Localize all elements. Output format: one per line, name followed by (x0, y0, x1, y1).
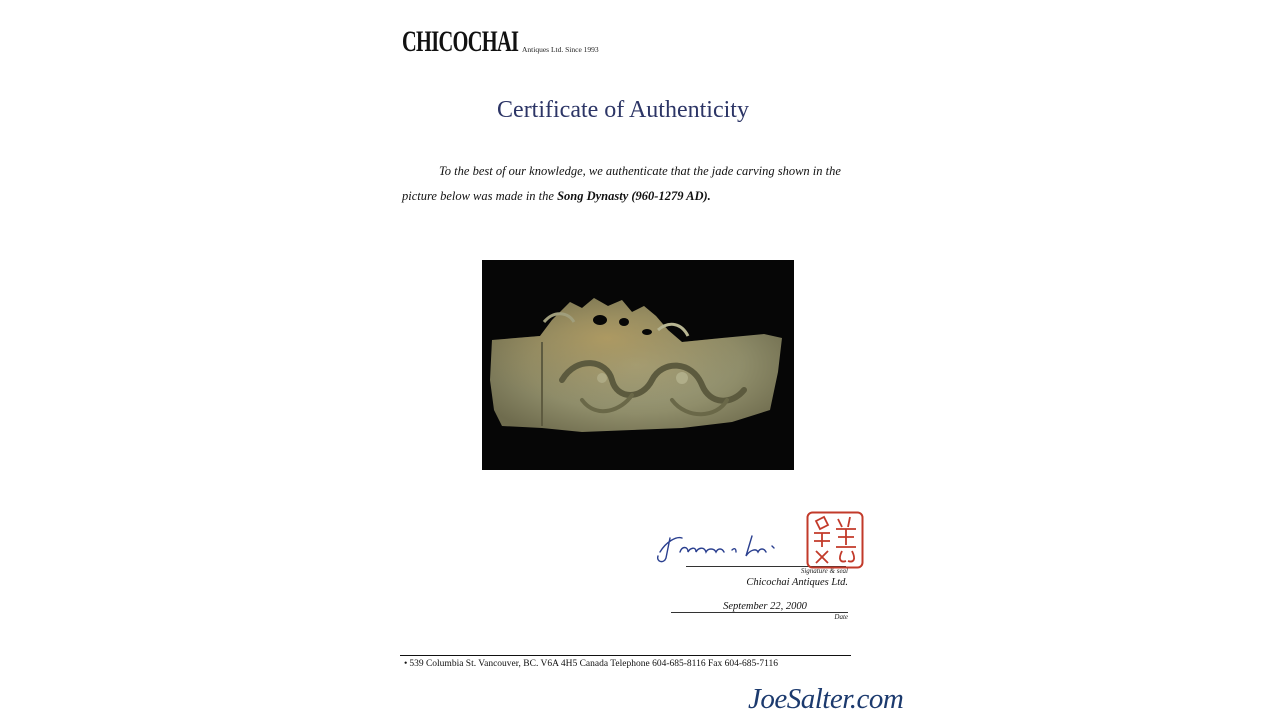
jade-carving-photo (482, 260, 794, 470)
footer-address (404, 659, 854, 669)
letterhead-name: CHICOCHAI (402, 25, 519, 58)
date-caption: Date (834, 613, 848, 621)
signature-icon (652, 524, 782, 566)
company-name: Chicochai Antiques Ltd. (746, 577, 848, 588)
authentication-statement (402, 159, 850, 209)
seal-stamp-icon (806, 511, 864, 569)
footer-bullet: • (404, 659, 408, 669)
letterhead-tagline: Antiques Ltd. Since 1993 (522, 45, 599, 54)
letterhead-logo (402, 24, 599, 56)
statement-text: To the best of our knowledge, we authenticate that the jade carving shown in the picture below was made in the (402, 164, 841, 203)
footer-divider (400, 655, 851, 656)
footer-address-text: 539 Columbia St. Vancouver, BC. V6A 4H5 Canada Telephone 604-685-8116 Fax 604-685-7116 (409, 659, 779, 669)
jade-carving-icon (482, 260, 794, 470)
signature-caption: Signature & seal (800, 567, 848, 575)
certificate-date: September 22, 2000 (710, 601, 820, 612)
watermark: JoeSalter.com (748, 683, 904, 715)
page-title: Certificate of Authenticity (497, 97, 749, 123)
dynasty-emphasis: Song Dynasty (960-1279 AD). (557, 189, 711, 203)
